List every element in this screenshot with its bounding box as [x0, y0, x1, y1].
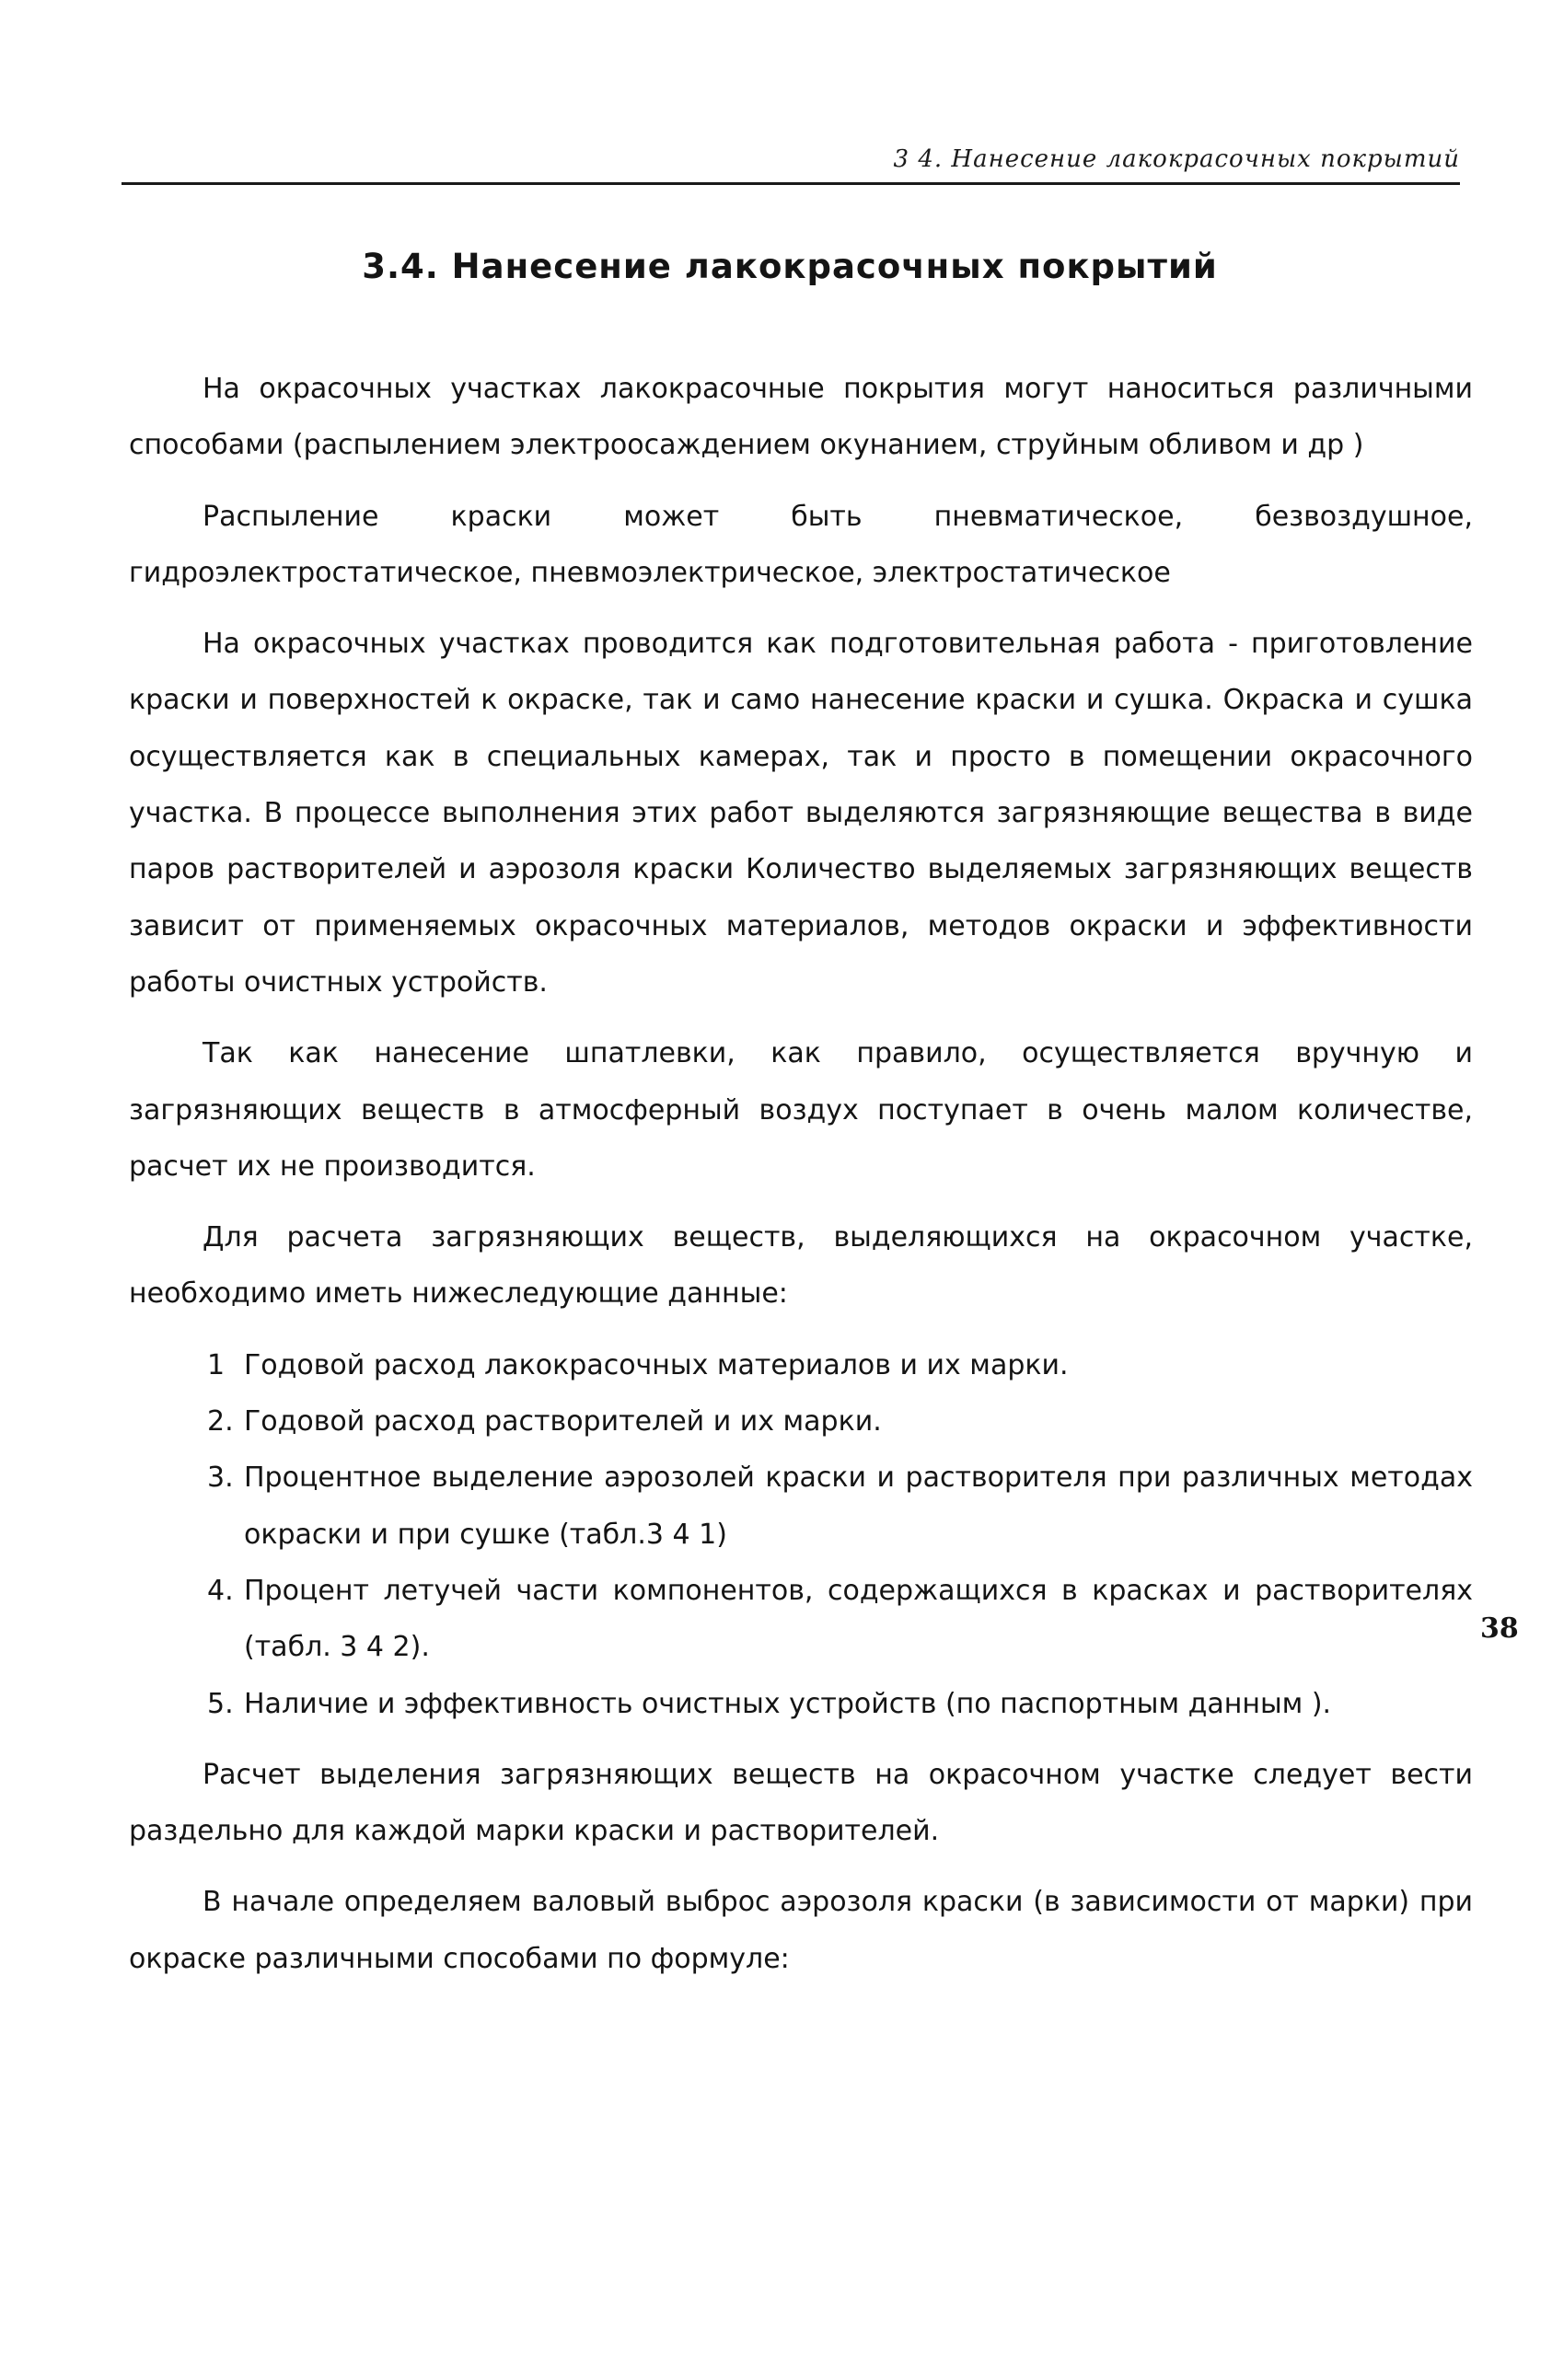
list-item-number: 3. [207, 1462, 234, 1495]
list-item-number: 5. [207, 1687, 234, 1720]
list-item-text: Процент летучей части компонентов, содержащихся в красках и растворителях (табл. 3 4 2). [244, 1574, 1473, 1664]
requirements-list [129, 1337, 1473, 1732]
paragraph: Распыление краски может быть пневматическое, безвоздушное, гидроэлектростатическое, пневмоэлектрическое, электростатическое [129, 500, 1473, 589]
list-item-number: 1 [207, 1348, 226, 1381]
list-item [129, 1337, 1473, 1393]
paragraph: В начале определяем валовый выброс аэрозоля краски (в зависимости от марки) при окраске различными способами по формуле: [129, 1886, 1473, 1975]
paragraph: Для расчета загрязняющих веществ, выделяющихся на окрасочном участке, необходимо иметь нижеследующие данные: [129, 1221, 1473, 1311]
paragraph: Расчет выделения загрязняющих веществ на окрасочном участке следует вести раздельно для каждой марки краски и растворителей. [129, 1758, 1473, 1848]
running-header: 3 4. Нанесение лакокрасочных покрытий [893, 145, 1460, 173]
list-item [129, 1393, 1473, 1450]
section-title: 3.4. Нанесение лакокрасочных покрытий [362, 247, 1218, 286]
page-number: 38 [1480, 1612, 1519, 1645]
header-rule [122, 182, 1460, 185]
list-item [129, 1563, 1473, 1676]
paragraph: Так как нанесение шпатлевки, как правило, осуществляется вручную и загрязняющих веществ в атмосферный воздух поступает в очень малом количестве, расчет их не производится. [129, 1037, 1473, 1183]
list-item-text: Годовой расход растворителей и их марки. [244, 1405, 882, 1438]
list-item [129, 1676, 1473, 1732]
list-item-text: Процентное выделение аэрозолей краски и растворителя при различных методах окраски и при сушке (табл.3 4 1) [244, 1462, 1473, 1551]
paragraph: На окрасочных участках лакокрасочные покрытия могут наноситься различными способами (распылением электроосаждением окунанием, струйным обливом и др ) [129, 373, 1473, 462]
paragraph: На окрасочных участках проводится как подготовительная работа - приготовление краски и поверхностей к окраске, так и само нанесение краски и сушка. Окраска и сушка осуществляется как в специальных камерах, так и просто в помещении окрасочного участка. В процессе выполнения этих работ выделяются загрязняющие вещества в виде паров растворителей и аэрозоля краски Количество выделяемых загрязняющих веществ зависит от применяемых окрасочных материалов, методов окраски и эффективности работы очистных устройств. [129, 628, 1473, 999]
list-item-text: Наличие и эффективность очистных устройств (по паспортным данным ). [244, 1687, 1332, 1720]
list-item-number: 4. [207, 1574, 234, 1607]
list-item-text: Годовой расход лакокрасочных материалов и их марки. [244, 1348, 1069, 1381]
list-item-number: 2. [207, 1405, 234, 1438]
body-text [129, 361, 1473, 2002]
list-item [129, 1450, 1473, 1563]
